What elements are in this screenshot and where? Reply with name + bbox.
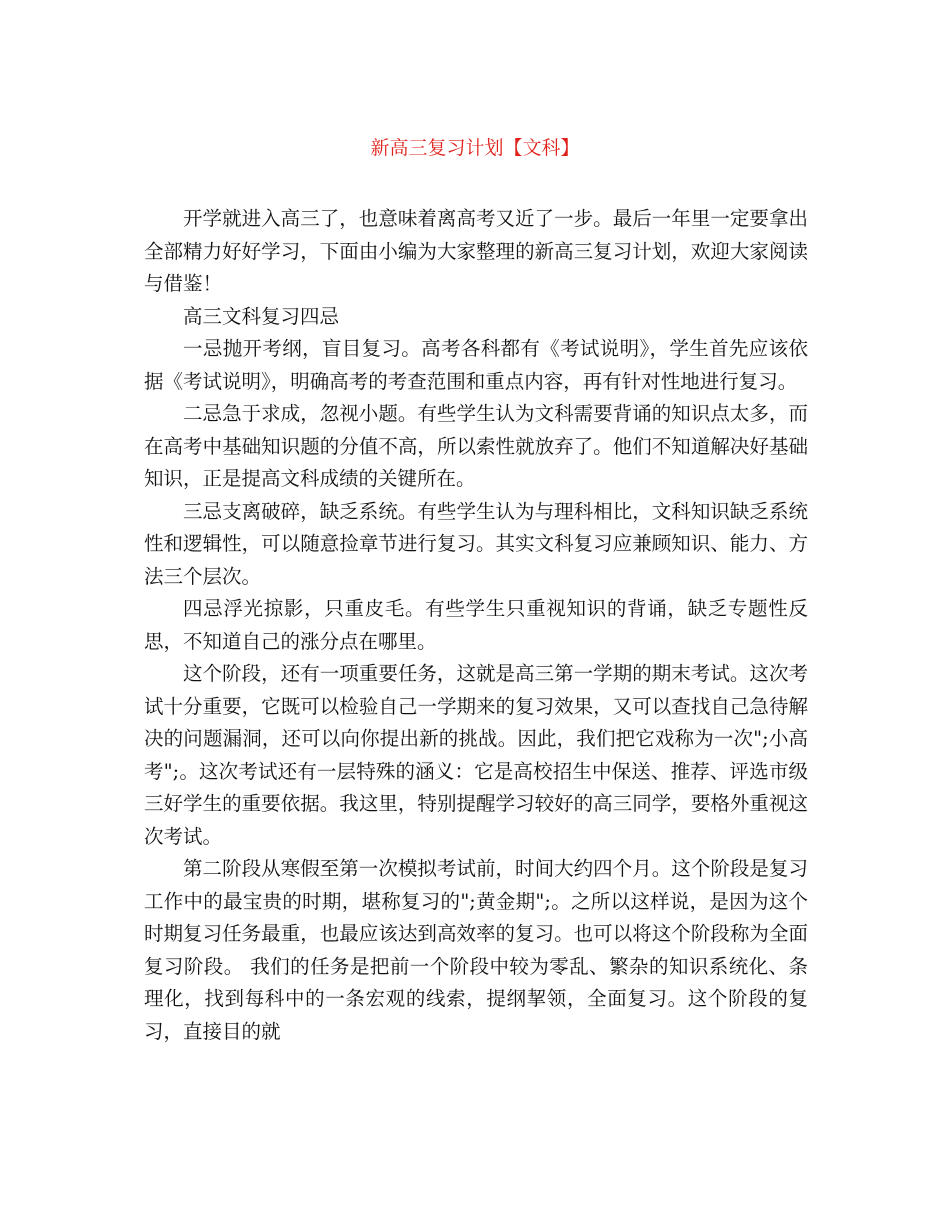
document-title: 新高三复习计划【文科】 [370, 137, 580, 159]
paragraph: 这个阶段，还有一项重要任务，这就是高三第一学期的期末考试。这次考试十分重要，它既可以检验自己一学期来的复习效果，又可以查找自己急待解决的问题漏洞，还可以向你提出新的挑战。因此，我们把它戏称为一次";小高考";。这次考试还有一层特殊的涵义：它是高校招生中保送、推荐、评选市级三好学生的重要依据。我这里，特别提醒学习较好的高三同学，要格外重视这次考试。 [144, 662, 808, 848]
paragraph: 第二阶段从寒假至第一次模拟考试前，时间大约四个月。这个阶段是复习工作中的最宝贵的时期，堪称复习的";黄金期";。之所以这样说，是因为这个时期复习任务最重，也最应该达到高效率的复习。也可以将这个阶段称为全面复习阶段。 我们的任务是把前一个阶段中较为零乱、繁杂的知识系统化、条理化，找到每科中的一条宏观的线索，提纲挈领，全面复习。这个阶段的复习，直接目的就 [144, 857, 808, 1043]
document-body [144, 203, 808, 1048]
paragraph-intro: 开学就进入高三了，也意味着离高考又近了一步。最后一年里一定要拿出全部精力好好学习，下面由小编为大家整理的新高三复习计划，欢迎大家阅读与借鉴！ [144, 207, 808, 295]
paragraph: 三忌支离破碎，缺乏系统。有些学生认为与理科相比，文科知识缺乏系统性和逻辑性，可以随意捡章节进行复习。其实文科复习应兼顾知识、能力、方法三个层次。 [144, 499, 808, 588]
paragraph: 二忌急于求成，忽视小题。有些学生认为文科需要背诵的知识点太多，而在高考中基础知识题的分值不高，所以索性就放弃了。他们不知道解决好基础知识，正是提高文科成绩的关键所在。 [144, 402, 808, 490]
section-heading: 高三文科复习四忌 [183, 304, 340, 328]
paragraph: 一忌抛开考纲，盲目复习。高考各科都有《考试说明》，学生首先应该依据《考试说明》，明确高考的考查范围和重点内容，再有针对性地进行复习。 [144, 337, 808, 393]
paragraph: 四忌浮光掠影，只重皮毛。有些学生只重视知识的背诵，缺乏专题性反思，不知道自己的涨分点在哪里。 [144, 597, 808, 653]
